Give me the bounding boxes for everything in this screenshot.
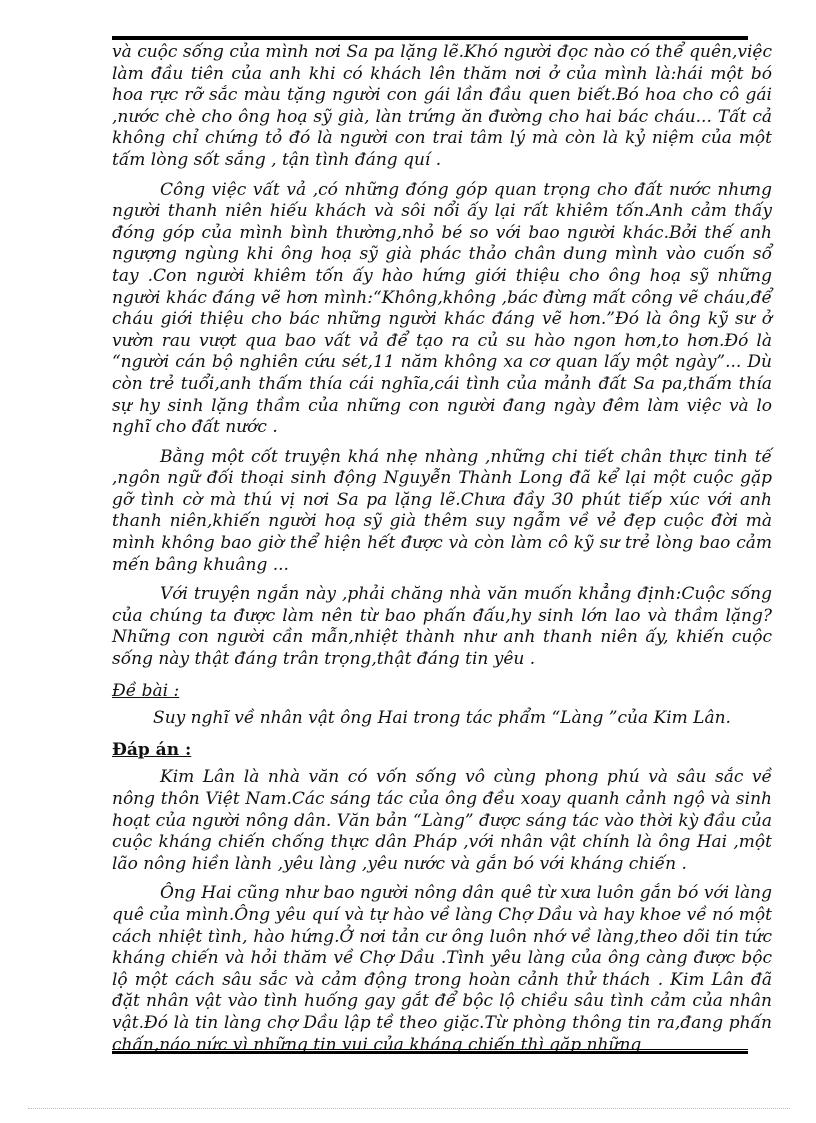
footer-rule	[112, 1049, 748, 1054]
header-rule	[112, 36, 748, 40]
document-body	[112, 42, 772, 1056]
de-bai-colon: :	[168, 680, 180, 701]
de-bai-heading	[112, 681, 772, 703]
paragraph-3: Bằng một cốt truyện khá nhẹ nhàng ,những chi tiết chân thực tinh tế ,ngôn ngữ đối thoại sinh động Nguyễn Thành Long đã kể lại một cuộc gặp gỡ tình cờ mà thú vị nơi Sa pa lặng lẽ.Chưa đầy 30 phút tiếp xúc với anh thanh niên,khiến người hoạ sỹ già thêm suy ngẫm về vẻ đẹp cuộc đời mà mình không bao giờ thể hiện hết được và còn làm cô kỹ sư trẻ lòng bao cảm mến bâng khuâng ...	[112, 446, 772, 575]
paragraph-4: Với truyện ngắn này ,phải chăng nhà văn muốn khẳng định:Cuộc sống của chúng ta được làm nên từ bao phấn đấu,hy sinh lớn lao và thầm lặng?Những con người cần mẫn,nhiệt thành như anh thanh niên ấy, khiến cuộc sống này thật đáng trân trọng,thật đáng tin yêu .	[112, 584, 772, 670]
dap-an-heading: Đáp án :	[112, 739, 192, 760]
paragraph-6: Ông Hai cũng như bao người nông dân quê từ xưa luôn gắn bó với làng quê của mình.Ông yêu quí và tự hào về làng Chợ Dầu và hay khoe về nó một cách nhiệt tình, hào hứng.Ở nơi tản cư ông luôn nhớ về làng,theo dõi tin tức kháng chiến và hỏi thăm về Chợ Dầu .Tình yêu làng của ông càng được bộc lộ một cách sâu sắc và cảm động trong hoàn cảnh thử thách . Kim Lân đã đặt nhân vật vào tình huống gay gắt để bộc lộ chiều sâu tình cảm của nhân vật.Đó là tin làng chợ Dầu lập tề theo giặc.Từ phòng thông tin ra,đang phấn chấn,náo nức vì những tin vui của kháng chiến thì gặp những	[112, 883, 772, 1055]
paragraph-2: Công việc vất vả ,có những đóng góp quan trọng cho đất nước nhưng người thanh niên hiếu khách và sôi nổi ấy lại rất khiêm tốn.Anh cảm thấy đóng góp của mình bình thường,nhỏ bé so với bao người khác.Bởi thế anh ngượng ngùng khi ông hoạ sỹ già phác thảo chân dung mình vào cuốn sổ tay .Con người khiêm tốn ấy hào hứng giới thiệu cho ông hoạ sỹ những người khác đáng vẽ hơn mình:“Không,không ,bác đừng mất công vẽ cháu,để cháu giới thiệu cho bác những người khác đáng vẽ hơn.”Đó là ông kỹ sư ở vườn rau vượt qua bao vất vả để tạo ra củ su hào ngon hơn,to hơn.Đó là “người cán bộ nghiên cứu sét,11 năm không xa cơ quan lấy một ngày”... Dù còn trẻ tuổi,anh thấm thía cái nghĩa,cái tình của mảnh đất Sa pa,thấm thía sự hy sinh lặng thầm của những con người đang ngày đêm làm việc và lo nghĩ cho đất nước .	[112, 179, 772, 438]
page-edge-dotted-line	[28, 1108, 790, 1109]
paragraph-5: Kim Lân là nhà văn có vốn sống vô cùng phong phú và sâu sắc về nông thôn Việt Nam.Các sáng tác của ông đều xoay quanh cảnh ngộ và sinh hoạt của người nông dân. Văn bản “Làng” được sáng tác vào thời kỳ đầu của cuộc kháng chiến chống thực dân Pháp ,với nhân vật chính là ông Hai ,một lão nông hiền lành ,yêu làng ,yêu nước và gắn bó với kháng chiến .	[112, 767, 772, 874]
de-bai-label: Đề bài	[112, 680, 169, 701]
paragraph-1: và cuộc sống của mình nơi Sa pa lặng lẽ.Khó người đọc nào có thể quên,việc làm đầu tiên của anh khi có khách lên thăm nơi ở của mình là:hái một bó hoa rực rỡ sắc màu tặng người con gái lần đầu quen biết.Bó hoa cho cô gái ,nước chè cho ông hoạ sỹ già, làn trứng ăn đường cho hai bác cháu... Tất cả không chỉ chứng tỏ đó là người con trai tâm lý mà còn là kỷ niệm của một tấm lòng sốt sắng , tận tình đáng quí .	[112, 42, 772, 170]
essay-topic: Suy nghĩ về nhân vật ông Hai trong tác phẩm “Làng ”của Kim Lân.	[153, 708, 731, 729]
